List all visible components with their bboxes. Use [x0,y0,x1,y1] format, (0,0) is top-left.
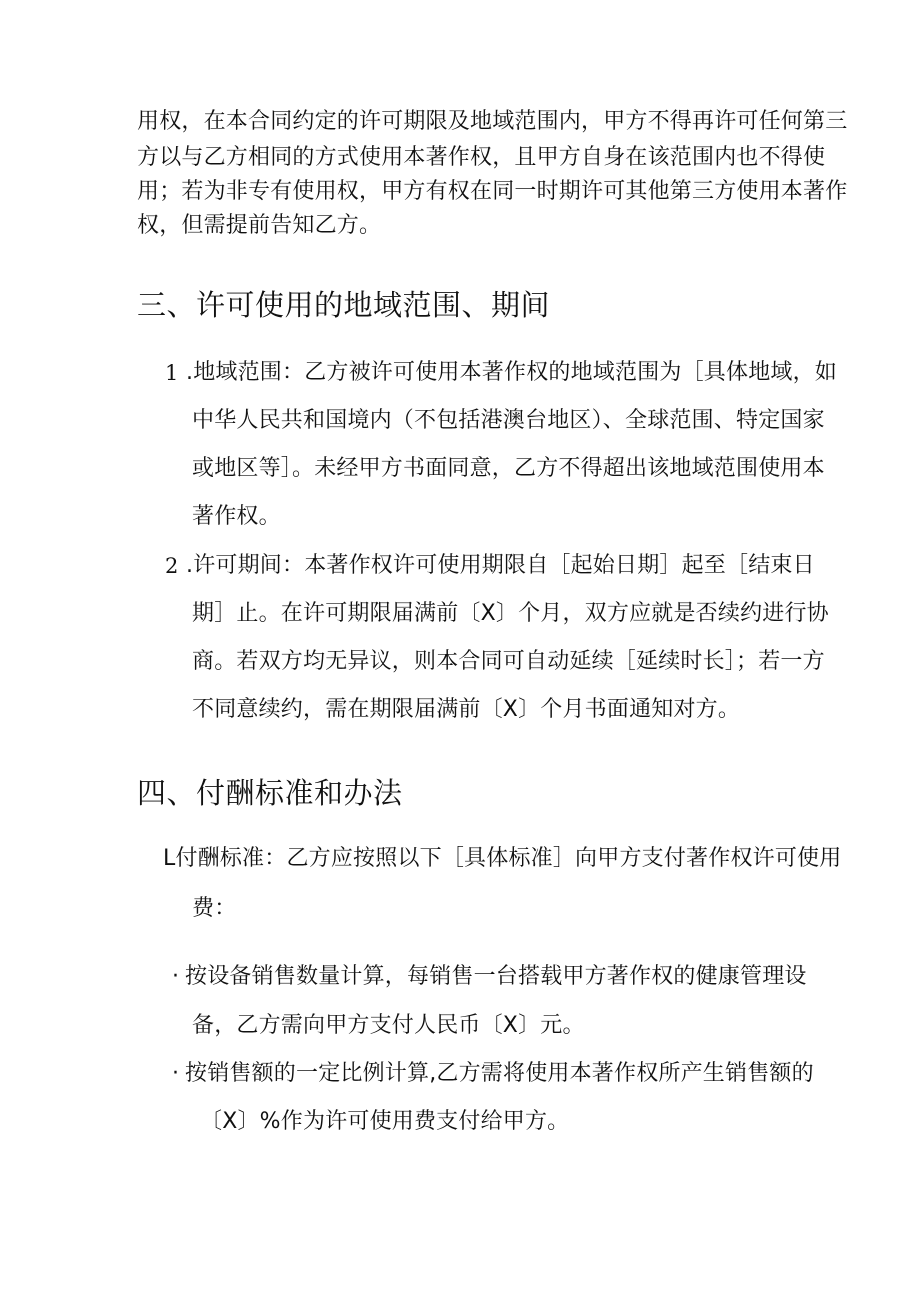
bullet-line: 按设备销售数量计算，每销售一台搭载甲方著作权的健康管理设 [185,964,807,989]
intro-line: 用权，在本合同约定的许可期限及地域范围内，甲方不得再许可任何第三 [137,109,848,134]
bullet-line: 〔X〕%作为许可使用费支付给甲方。 [200,1109,570,1134]
section-heading-3: 三、许可使用的地域范围、期间 [137,288,551,322]
item-line: 费： [192,896,237,921]
item-line: L付酬标准：乙方应按照以下［具体标准］向甲方支付著作权许可使用 [163,846,842,871]
item-number: 2 [165,554,179,578]
intro-line: 方以与乙方相同的方式使用本著作权，且甲方自身在该范围内也不得使 [137,145,826,170]
item-number: 1 [165,361,179,385]
item-line: .地域范围：乙方被许可使用本著作权的地域范围为［具体地域，如 [186,360,837,385]
bullet-line: 按销售额的一定比例计算,乙方需将使用本著作权所产生销售额的 [185,1061,814,1086]
item-line: 期］止。在许可期限届满前〔X〕个月，双方应就是否续约进行协 [192,601,829,626]
item-line: 中华人民共和国境内（不包括港澳台地区）、全球范围、特定国家 [192,408,825,433]
bullet-symbol: · [172,1061,179,1086]
section-heading-4: 四、付酬标准和办法 [137,776,403,810]
item-line: 不同意续约，需在期限届满前〔X〕个月书面通知对方。 [192,697,741,722]
item-line: 著作权。 [192,504,281,529]
item-line: 或地区等］。未经甲方书面同意，乙方不得超出该地域范围使用本 [192,456,825,481]
item-line: .许可期间：本著作权许可使用期限自［起始日期］起至［结束日 [186,553,815,578]
bullet-line: 备，乙方需向甲方支付人民币〔X〕元。 [192,1013,585,1038]
bullet-symbol: · [172,964,179,989]
item-line: 商。若双方均无异议，则本合同可自动延续［延续时长］；若一方 [192,649,825,674]
intro-line: 权，但需提前告知乙方。 [137,213,382,238]
intro-line: 用；若为非专有使用权，甲方有权在同一时期许可其他第三方使用本著作 [137,179,848,204]
